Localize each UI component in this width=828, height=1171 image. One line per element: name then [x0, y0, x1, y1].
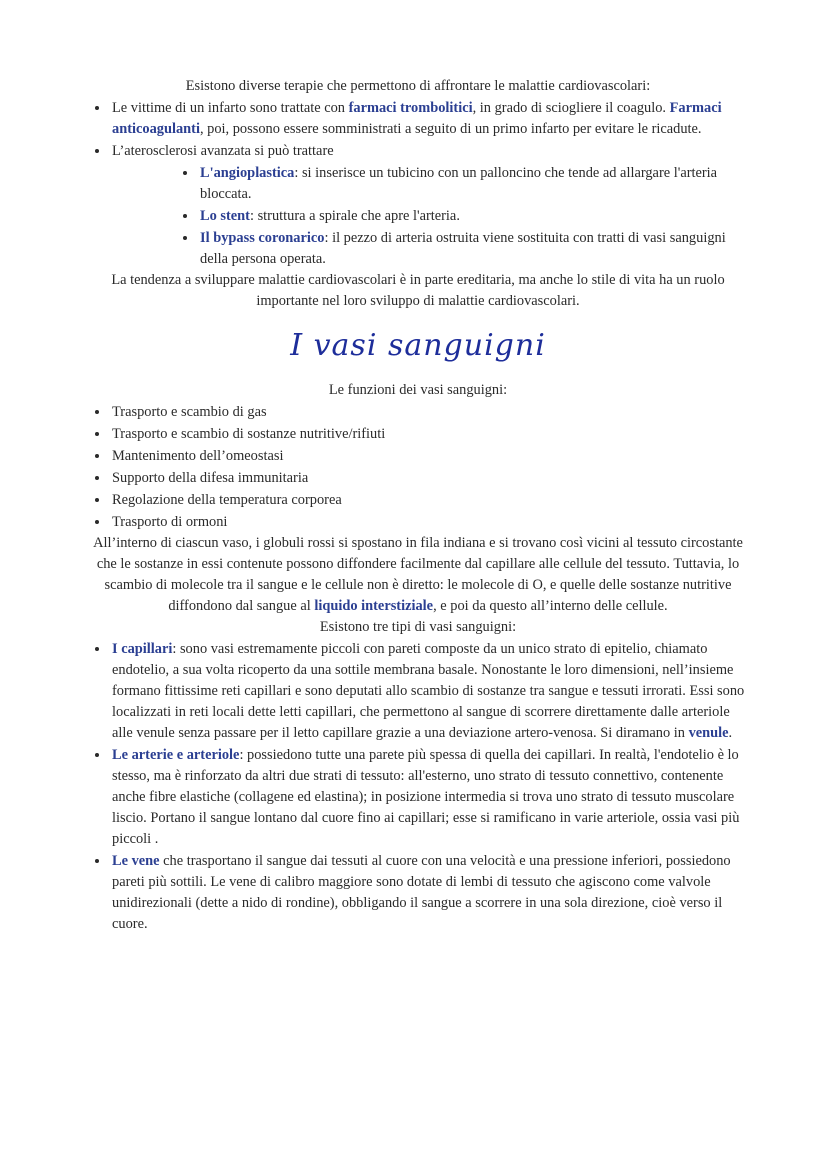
- list-item: • L'angioplastica: si inserisce un tubicino con un palloncino che tende ad allargare l'arteria bloccata.: [198, 162, 748, 205]
- functions-intro: Le funzioni dei vasi sanguigni:: [328, 382, 508, 398]
- document-content: [88, 76, 748, 935]
- list-item: • Trasporto di ormoni: [110, 511, 748, 533]
- keyword: Le vene: [112, 853, 160, 869]
- list-item: • L’aterosclerosi avanzata si può trattare: [110, 140, 748, 162]
- sub-therapies-list: [88, 162, 748, 270]
- vessel-types-list: [88, 638, 748, 935]
- list-item: • Le arterie e arteriole: possiedono tutte una parete più spessa di quella dei capillari. In realtà, l'endotelio è lo stesso, ma è rinforzato da altri due strati di tessuto: all'esterno, uno strato di tessuto connettivo, contenente anche fibre elastiche (collagene ed elastina); in posizione intermedia si trova uno strato di tessuto muscolare liscio. Portano il sangue lontano dal cuore fino ai capillari; esse si ramificano in varie arteriole, ossia vasi più piccoli .: [110, 744, 748, 850]
- types-intro: Esistono tre tipi di vasi sanguigni:: [319, 619, 517, 635]
- list-item: • Supporto della difesa immunitaria: [110, 467, 748, 489]
- list-item: • Le vene che trasportano il sangue dai tessuti al cuore con una velocità e una pressione inferiori, possiedono pareti più sottili. Le vene di calibro maggiore sono dotate di lembi di tessuto che agiscono come valvole unidirezionali (dette a nido di rondine), obbligando il sangue a scorrere in una sola direzione, cioè verso il cuore.: [110, 850, 748, 935]
- keyword: L'angioplastica: [200, 165, 295, 181]
- keyword: venule: [688, 725, 729, 741]
- hereditary-paragraph: La tendenza a sviluppare malattie cardiovascolari è in parte ereditaria, ma anche lo stile di vita ha un ruolo importante nel loro sviluppo di malattie cardiovascolari.: [111, 272, 725, 309]
- list-item: • Il bypass coronarico: il pezzo di arteria ostruita viene sostituita con tratti di vasi sanguigni della persona operata.: [198, 227, 748, 270]
- list-item: • I capillari: sono vasi estremamente piccoli con pareti composte da un unico strato di epitelio, chiamato endotelio, a sua volta ricoperto da una sottile membrana basale. Nonostante le loro dimensioni, nell’insieme formano fittissime reti capillari e sono deputati allo scambio di sostanze tra sangue e tessuti irrorati. Essi sono localizzati in reti locali dette letti capillari, che permettono al sangue di scorrere direttamente dalle arteriole alle venule senza passare per il letto capillare grazie a una deviazione artero-venosa. Si diramano in venule.: [110, 638, 748, 744]
- list-item: • Le vittime di un infarto sono trattate con farmaci trombolitici, in grado di sciogliere il coagulo. Farmaci anticoagulanti, poi, possono essere somministrati a seguito di un primo infarto per evitare le ricadute.: [110, 97, 748, 140]
- list-item: • Mantenimento dell’omeostasi: [110, 445, 748, 467]
- keyword: Farmaci anticoagulanti: [112, 100, 722, 137]
- functions-list: [88, 401, 748, 533]
- list-item: • Regolazione della temperatura corporea: [110, 489, 748, 511]
- list-item: • Trasporto e scambio di gas: [110, 401, 748, 423]
- keyword: Lo stent: [200, 208, 250, 224]
- list-item: • Lo stent: struttura a spirale che apre l'arteria.: [198, 205, 748, 227]
- therapies-intro: Esistono diverse terapie che permettono di affrontare le malattie cardiovascolari:: [185, 78, 651, 94]
- exchange-paragraph: All’interno di ciascun vaso, i globuli rossi si spostano in fila indiana e si trovano così vicini al tessuto circostante che le sostanze in essi contenute possono diffondere facilmente dal capillare alle cellule del tessuto. Tuttavia, lo scambio di molecole tra il sangue e le cellule non è diretto: le molecole di O, e quelle delle sostanze nutritive diffondono dal sangue al liquido interstiziale, e poi da questo all’interno delle cellule.: [93, 535, 743, 614]
- keyword: I capillari: [112, 641, 173, 657]
- keyword: Le arterie e arteriole: [112, 747, 240, 763]
- keyword: farmaci trombolitici: [348, 100, 473, 116]
- keyword: liquido interstiziale: [314, 598, 434, 614]
- therapies-list: [88, 97, 748, 162]
- keyword: Il bypass coronarico: [200, 230, 325, 246]
- section-title: I vasi sanguigni: [290, 328, 546, 363]
- list-item: • Trasporto e scambio di sostanze nutritive/rifiuti: [110, 423, 748, 445]
